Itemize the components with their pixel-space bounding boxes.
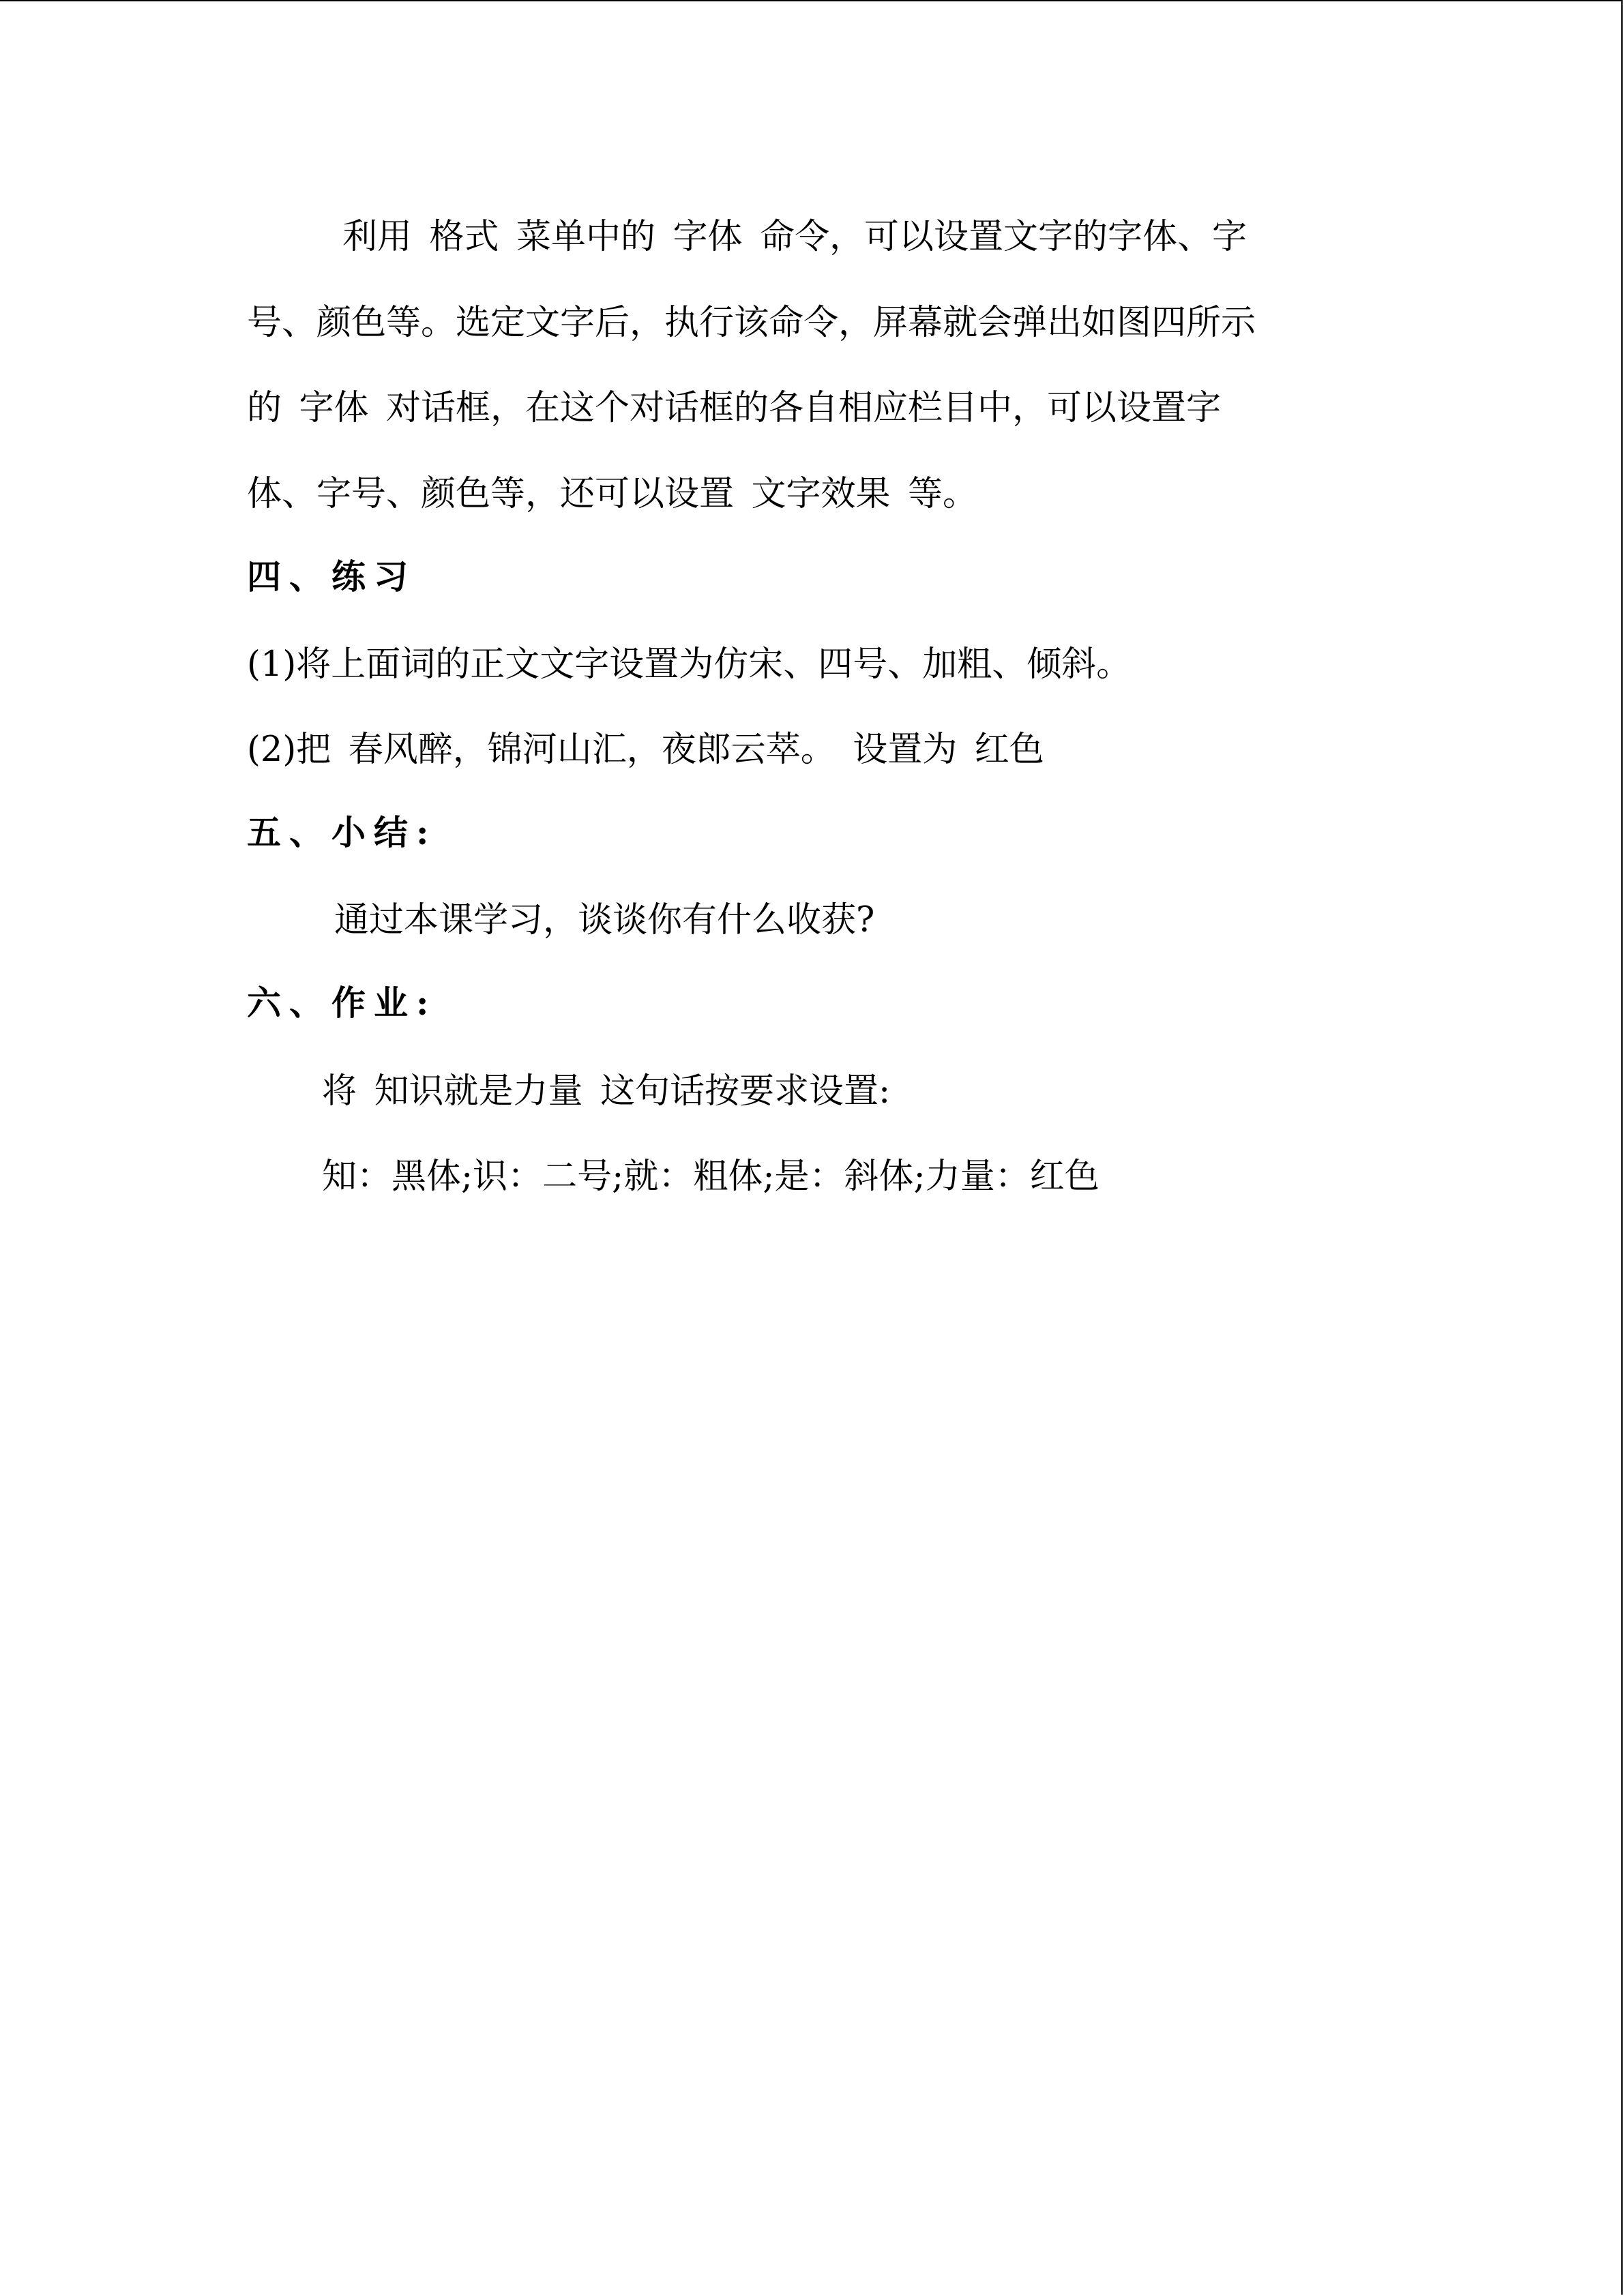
exercise-item-2: (2)把 春风醉，锦河山汇，夜郎云萃。 设置为 红色 bbox=[247, 730, 1062, 770]
intro-line-4: 体、字号、颜色等，还可以设置 文字效果 等。 bbox=[247, 474, 978, 514]
homework-line-1: 将 知识就是力量 这句话按要求设置: bbox=[322, 1071, 891, 1112]
section-heading-exercise: 四、练习 bbox=[247, 556, 416, 597]
summary-text: 通过本课学习，谈谈你有什么收获? bbox=[334, 900, 875, 940]
intro-line-1: 利用 格式 菜单中的 字体 命令，可以设置文字的字体、字 bbox=[342, 217, 1247, 257]
section-heading-homework: 六、作业: bbox=[247, 983, 437, 1023]
section-heading-summary: 五、小结: bbox=[247, 812, 437, 852]
intro-line-3: 的 字体 对话框，在这个对话框的各自相应栏目中，可以设置字 bbox=[247, 388, 1222, 428]
homework-line-2: 知：黑体;识：二号;就：粗体;是：斜体;力量：红色 bbox=[322, 1157, 1099, 1197]
exercise-item-1: (1)将上面词的正文文字设置为仿宋、四号、加粗、倾斜。 bbox=[247, 644, 1132, 685]
intro-line-2: 号、颜色等。选定文字后，执行该命令，屏幕就会弹出如图四所示 bbox=[247, 303, 1256, 343]
